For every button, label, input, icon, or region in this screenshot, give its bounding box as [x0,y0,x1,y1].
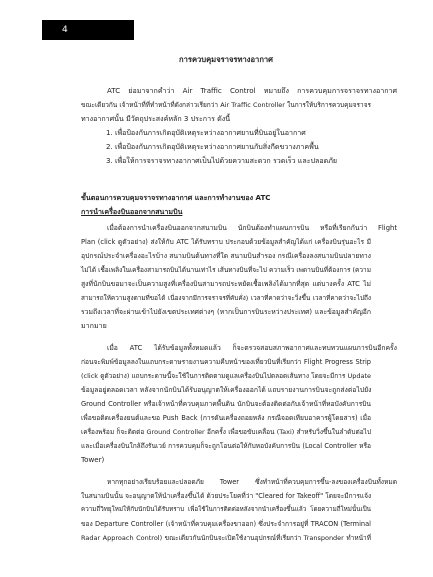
paragraph-1-line: อุปกรณ์ประจำเครื่องอะไรบ้าง สนามบินต้นทางที่ใด สนามบินสำรอง กรณีเครื่องลงสนามบินปลายทาง [81,252,371,260]
paragraph-2-line: ก่อนจะพิมพ์ข้อมูลลงในแถบกระดาษรายงานความคืบหน้าของเที่ยวบินที่เรียกว่า Flight Progress Strip [81,358,371,366]
paragraph-2-line: เพื่อขอติดเครื่องยนต์และขอ Push Back (การดันเครื่องถอยหลัง กรณีจอดเทียบอาคารผู้โดยสาร) เมื่อ [81,414,371,422]
paragraph-3-line: ของ Departure Controller (เจ้าหน้าที่ควบคุมเครื่องขาออก) ซึ่งประจำการอยู่ที่ TRACON (Terminal [81,520,371,528]
objective-item: 3. เพื่อให้การจราจรทางอากาศเป็นไปด้วยความสะดวก รวดเร็ว และปลอดภัย [106,156,338,165]
subsection-heading: การนำเครื่องบินออกจากสนามบิน [81,207,183,216]
paragraph-3-line: ในสนามบินนั้น จะอนุญาตให้นำเครื่องขึ้นได้ ด้วยประโยคที่ว่า "Cleared for Takeoff" โดยจะมีการแจ้ง [81,492,372,500]
page-number-badge: 4 [42,20,134,40]
intro-line-2: ขณะเดียวกัน เจ้าหน้าที่ที่ทำหน้าที่ดังกล่าวเรียกว่า Air Traffic Controller ในการให้บริการควบคุมจราจร [81,101,371,109]
paragraph-1-line: ไม่ได้ เชื้อเพลิงในเครื่องสามารถบินได้นานเท่าไร เส้นทางบินที่จะไป ความเร็ว เพดานบินที่ต้องการ (ความ [81,266,371,274]
paragraph-2-line: Ground Controller หรือเจ้าหน้าที่ควบคุมภาคพื้นดิน นักบินจะต้องติดต่อกับเจ้าหน้าที่หอบังคับการบิน [81,400,371,408]
paragraph-2-line: ข้อมูลอยู่ตลอดเวลา หลังจากนักบินได้รับอนุญาตให้เครื่องออกได้ แถบรายงานการบินจะถูกส่งต่อไปยัง [81,386,372,394]
paragraph-2-line: เมื่อ ATC ได้รับข้อมูลทั้งหมดแล้ว ก็จะตรวจสอบสภาพอากาศและทบทวนแผนการบินอีกครั้ง [107,344,397,352]
intro-line-3: ทางอากาศนั้น มีวัตถุประสงค์หลัก 3 ประการ ดังนี้ [81,114,231,123]
paragraph-2-line: เครื่องพร้อม ก็จะติดต่อ Ground Controller อีกครั้ง เพื่อขอขับเคลื่อน (Taxi) สำหรับวิ่งขึ้นในลำดับต่อไป [81,428,371,436]
page-title: การควบคุมจราจรทางอากาศ [179,55,273,64]
paragraph-1-line: เมื่อต้องการนำเครื่องบินออกจากสนามบิน นักบินต้องทำแผนการบิน หรือที่เรียกกันว่า Flight [107,224,397,232]
paragraph-3-line: Radar Approach Control) ขณะเดียวกันนักบินจะเปิดใช้งานอุปกรณ์ที่เรียกว่า Transponder ทำหน้าที่ [81,534,371,542]
paragraph-1-line: มากมาย [81,321,107,330]
paragraph-1-line: รวมถึงเวลาที่จะผ่านเข้าไปยังเขตประเทศต่างๆ (หากเป็นการบินระหว่างประเทศ) และข้อมูลสำคัญอีก [81,308,371,316]
paragraph-2-line: Tower) [81,455,105,464]
paragraph-3-line: ความถี่วิทยุใหม่ให้กับนักบินได้รับทราบ เพื่อใช้ในการติดต่อหลังจากนำเครื่องขึ้นแล้ว โดยความถี่ใหม่นั้นเป็น [81,506,371,513]
paragraph-3-line: หากทุกอย่างเรียบร้อยและปลอดภัย Tower ซึ่งทำหน้าที่ควบคุมการขึ้น-ลงของเครื่องบินทั้งหมด [107,478,397,486]
paragraph-2-line: (click ดูตัวอย่าง) แถบกระดาษนี้จะใช้ในการติดตามดูแลเครื่องบินไปตลอดเส้นทาง โดยจะมีการ Update [81,372,371,380]
section-heading: ขั้นตอนการควบคุมจราจรทางอากาศ และการทำงานของ ATC [81,193,271,202]
paragraph-1-line: สูงที่นักบินขอมาจะเป็นความสูงที่เครื่องบินสามารถประหยัดเชื้อเพลิงได้มากที่สุด แต่บางครั้ง ATC ไม่ [81,280,371,288]
objective-item: 1. เพื่อป้องกันการเกิดอุบัติเหตุระหว่างอากาศยานที่บินอยู่ในอากาศ [106,128,306,137]
paragraph-1-line: สามารถให้ความสูงตามที่ขอได้ เนื่องจากมีการจราจรที่คับคั่ง) เวลาที่คาดว่าจะวิ่งขึ้น เวลาที่คาดว่าจะไปถึง [81,294,371,302]
intro-line-1: ATC ย่อมาจากคำว่า Air Traffic Control หมายถึง การควบคุมการจราจรทางอากาศ [107,86,397,95]
paragraph-2-line: และเมื่อเครื่องบินใกล้ถึงรันเวย์ การควบคุมก็จะถูกโอนต่อให้กับหอบังคับการบิน (Local Controller หรือ [81,442,371,450]
paragraph-1-line: Plan (click ดูตัวอย่าง) ส่งให้กับ ATC ได้รับทราบ ประกอบด้วยข้อมูลสำคัญได้แก่ เครื่องบินรุ่นอะไร มี [81,238,371,246]
objective-item: 2. เพื่อป้องกันการเกิดอุบัติเหตุระหว่างอากาศยานกับสิ่งกีดขวางภาคพื้น [106,142,319,151]
